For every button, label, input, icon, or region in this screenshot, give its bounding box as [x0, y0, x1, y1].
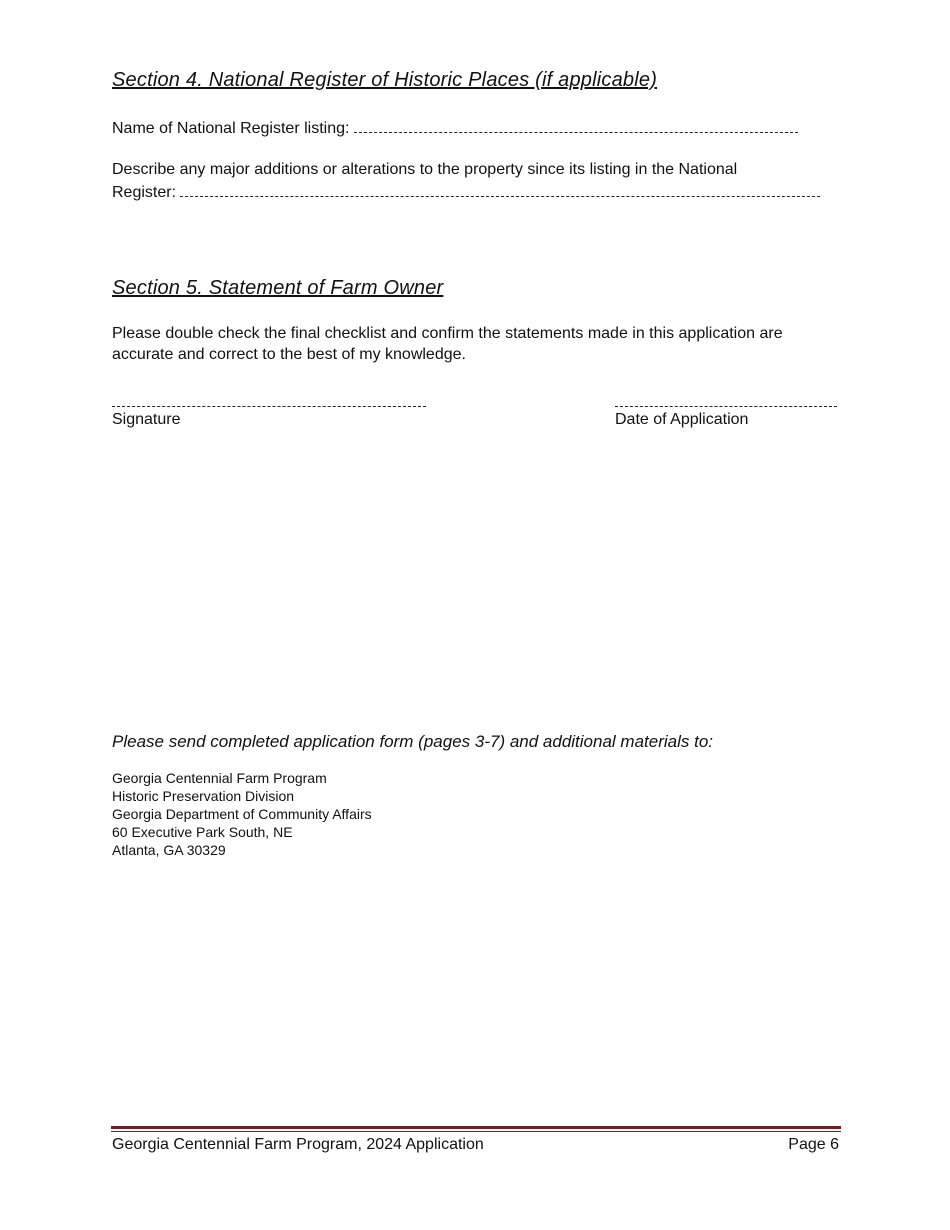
- footer-rule-thick: [111, 1126, 841, 1129]
- footer-rule-thin: [111, 1131, 841, 1132]
- alterations-label-line2: Register:: [112, 184, 177, 201]
- alterations-row: [112, 182, 820, 202]
- address-line: Georgia Centennial Farm Program: [112, 770, 327, 786]
- alterations-label-line1: Describe any major additions or alterations to the property since its listing in the National: [112, 161, 738, 178]
- footer-title: Georgia Centennial Farm Program, 2024 Application: [112, 1136, 484, 1153]
- national-register-name-row: [112, 118, 798, 138]
- address-line: 60 Executive Park South, NE: [112, 824, 293, 840]
- section-5-heading: Section 5. Statement of Farm Owner: [112, 277, 444, 299]
- section-4-heading: Section 4. National Register of Historic Places (if applicable): [112, 69, 658, 91]
- statement-line2: accurate and correct to the best of my knowledge.: [112, 346, 466, 363]
- signature-label: Signature: [112, 411, 181, 428]
- mailing-instruction: Please send completed application form (pages 3-7) and additional materials to:: [112, 732, 714, 751]
- national-register-name-label: Name of National Register listing:: [112, 120, 350, 137]
- signature-blank: [112, 392, 426, 407]
- address-line: Atlanta, GA 30329: [112, 842, 226, 858]
- date-label: Date of Application: [615, 411, 749, 428]
- statement-line1: Please double check the final checklist and confirm the statements made in this application are: [112, 325, 783, 342]
- alterations-blank: [180, 182, 820, 197]
- address-line: Historic Preservation Division: [112, 788, 295, 804]
- mailing-address: [112, 769, 372, 859]
- address-line: Georgia Department of Community Affairs: [112, 806, 372, 822]
- date-blank: [615, 392, 837, 407]
- national-register-name-blank: [354, 118, 798, 133]
- page-number: Page 6: [788, 1136, 839, 1153]
